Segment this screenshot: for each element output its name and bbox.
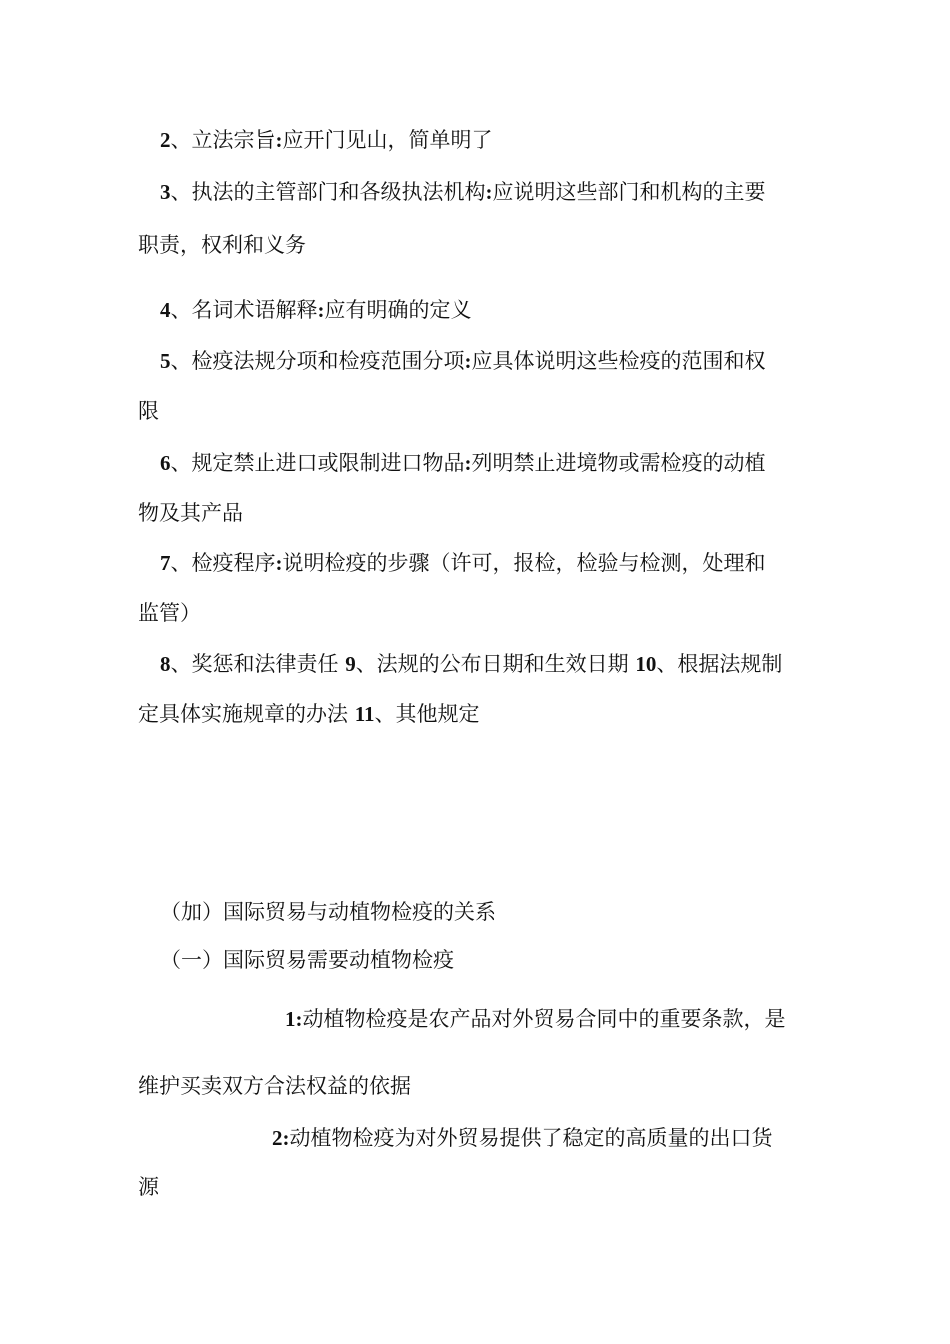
item-desc: 应有明确的定义 [324, 298, 472, 322]
item-continuation: 监管） [138, 601, 201, 625]
section-para-2: 2:动植物检疫为对外贸易提供了稳定的高质量的出口货 源 [138, 1126, 773, 1199]
item-title: 、名词术语解释 [170, 298, 318, 322]
item-continuation: 职责，权利和义务 [138, 233, 306, 257]
item-desc: 应开门见山，简单明了 [282, 128, 493, 152]
item-desc: 列明禁止进境物或需检疫的动植 [471, 451, 766, 475]
item-8-11: 8、奖惩和法律责任 9、法规的公布日期和生效日期 10、根据法规制 定具体实施规章的办法 11、其他规定 [138, 652, 783, 726]
subsection-heading: （一）国际贸易需要动植物检疫 [160, 948, 454, 972]
item-title: 、规定禁止进口或限制进口物品 [170, 451, 465, 475]
section-heading: （加）国际贸易与动植物检疫的关系 [160, 900, 496, 924]
item-2: 2、立法宗旨:应开门见山，简单明了 [160, 128, 493, 152]
item-desc: 应具体说明这些检疫的范围和权 [471, 349, 766, 373]
item-number: 7 [160, 551, 171, 575]
item-title: 、执法的主管部门和各级执法机构 [170, 180, 486, 204]
item-desc: 说明检疫的步骤（许可，报检，检验与检测，处理和 [282, 551, 766, 575]
item-continuation: 限 [138, 399, 159, 423]
item-7: 7、检疫程序:说明检疫的步骤（许可，报检，检验与检测，处理和 监管） [138, 547, 818, 627]
item-number: 3 [160, 180, 171, 204]
item-number: 4 [160, 298, 171, 322]
item-title: 、检疫法规分项和检疫范围分项 [170, 349, 465, 373]
item-number: 5 [160, 349, 171, 373]
item-6: 6、规定禁止进口或限制进口物品:列明禁止进境物或需检疫的动植 物及其产品 [138, 447, 818, 527]
item-title: 、检疫程序 [170, 551, 276, 575]
item-number: 6 [160, 451, 171, 475]
item-continuation: 物及其产品 [138, 501, 243, 525]
item-title: 、立法宗旨 [170, 128, 276, 152]
item-number: 2 [160, 128, 171, 152]
item-desc: 应说明这些部门和机构的主要 [492, 180, 766, 204]
item-5: 5、检疫法规分项和检疫范围分项:应具体说明这些检疫的范围和权 限 [138, 345, 818, 425]
item-4: 4、名词术语解释:应有明确的定义 [160, 298, 472, 322]
section-para-1: 1:动植物检疫是农产品对外贸易合同中的重要条款，是 维护买卖双方合法权益的依据 [138, 1007, 786, 1098]
item-3: 3、执法的主管部门和各级执法机构:应说明这些部门和机构的主要 职责，权利和义务 [138, 176, 818, 259]
